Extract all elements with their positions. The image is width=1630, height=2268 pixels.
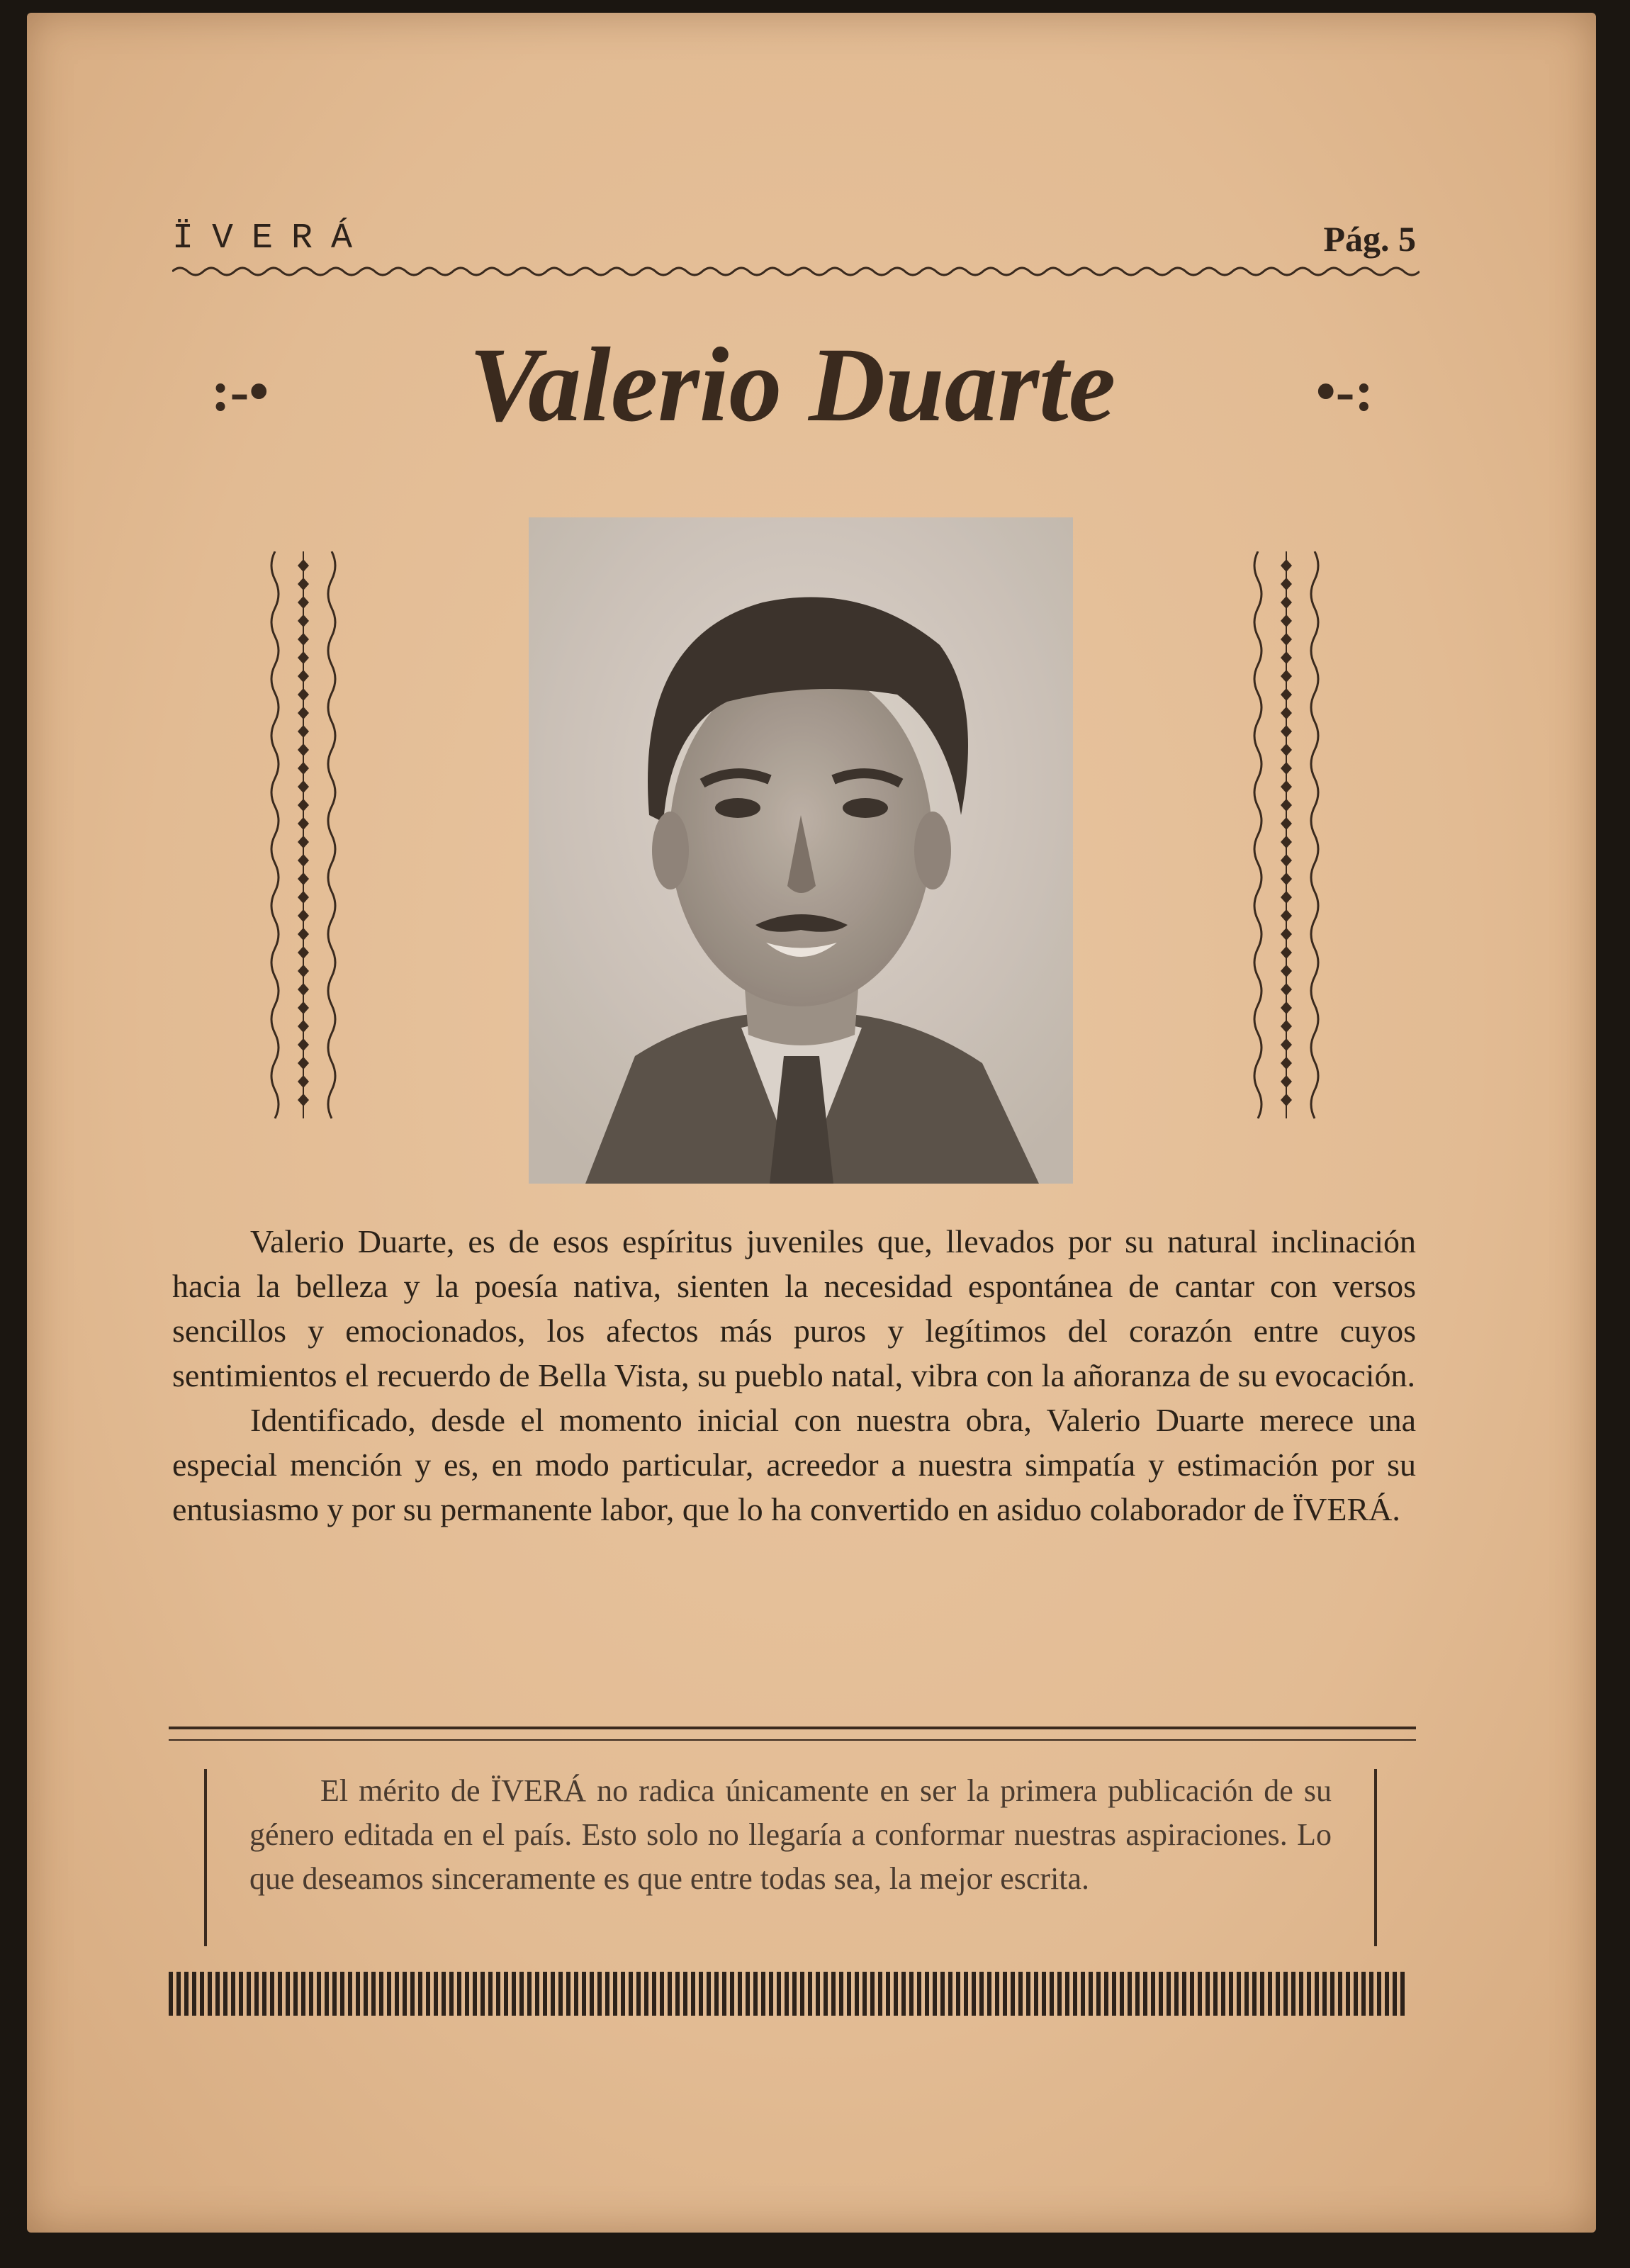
bar-stroke — [1361, 1972, 1366, 2016]
bar-stroke — [660, 1972, 664, 2016]
bar-stroke — [878, 1972, 882, 2016]
bar-stroke — [972, 1972, 976, 2016]
bar-stroke — [1073, 1972, 1077, 2016]
bar-stroke — [644, 1972, 648, 2016]
bar-stroke — [1112, 1972, 1116, 2016]
bar-stroke — [558, 1972, 563, 2016]
bar-stroke — [465, 1972, 469, 2016]
bar-stroke — [808, 1972, 812, 2016]
bar-stroke — [1190, 1972, 1194, 2016]
bar-stroke — [722, 1972, 726, 2016]
bar-stroke — [1268, 1972, 1272, 2016]
bar-stroke — [262, 1972, 266, 2016]
bar-stroke — [1096, 1972, 1101, 2016]
bar-stroke — [714, 1972, 719, 2016]
bar-stroke — [605, 1972, 609, 2016]
bar-stroke — [1315, 1972, 1319, 2016]
bar-stroke — [886, 1972, 890, 2016]
bar-stroke — [933, 1972, 937, 2016]
portrait-photo — [529, 517, 1073, 1184]
bar-stroke — [270, 1972, 274, 2016]
bar-stroke — [1003, 1972, 1007, 2016]
bar-stroke — [995, 1972, 999, 2016]
bar-stroke — [792, 1972, 797, 2016]
bar-stroke — [1307, 1972, 1311, 2016]
bar-stroke — [652, 1972, 656, 2016]
bar-stroke — [1205, 1972, 1210, 2016]
bar-stroke — [699, 1972, 703, 2016]
bar-stroke — [675, 1972, 680, 2016]
bar-stroke — [738, 1972, 742, 2016]
bar-stroke — [1244, 1972, 1249, 2016]
bar-stroke — [1276, 1972, 1280, 2016]
bar-stroke — [1237, 1972, 1241, 2016]
bar-stroke — [1338, 1972, 1342, 2016]
article-title: Valerio Duarte — [468, 326, 1116, 444]
bar-stroke — [636, 1972, 641, 2016]
bar-stroke — [309, 1972, 313, 2016]
bar-stroke — [1385, 1972, 1389, 2016]
bar-stroke — [1369, 1972, 1373, 2016]
bar-stroke — [223, 1972, 227, 2016]
bar-stroke — [340, 1972, 344, 2016]
bar-stroke — [785, 1972, 789, 2016]
bar-stroke — [247, 1972, 251, 2016]
bar-stroke — [597, 1972, 602, 2016]
bar-stroke — [1252, 1972, 1257, 2016]
bar-stroke — [457, 1972, 461, 2016]
bar-stroke — [1260, 1972, 1264, 2016]
bar-stroke — [839, 1972, 843, 2016]
body-paragraph: Identificado, desde el momento inicial con nuestra obra, Valerio Duarte merece una especial mención y es, en modo particular, acreedor a nuestra simpatía y estimación por su entusiasmo y por su permanente labor, que lo ha convertido en asiduo colaborador de ÏVERÁ. — [172, 1402, 1416, 1527]
bar-stroke — [987, 1972, 991, 2016]
bar-stroke — [691, 1972, 695, 2016]
notice-text: El mérito de ÏVERÁ no radica únicamente en ser la primera publicación de su género editada en el país. Esto solo no llegaría a conformar nuestras aspiraciones. Lo que deseamos sinceramente es que entre todas sea, la mejor escrita. — [249, 1773, 1332, 1896]
bar-stroke — [917, 1972, 921, 2016]
bar-stroke — [418, 1972, 422, 2016]
bar-stroke — [1151, 1972, 1155, 2016]
bar-stroke — [278, 1972, 282, 2016]
bar-stroke — [512, 1972, 516, 2016]
divider-rule-thin — [169, 1739, 1416, 1741]
bar-stroke — [395, 1972, 399, 2016]
bar-stroke — [668, 1972, 672, 2016]
bar-stroke — [1159, 1972, 1163, 2016]
divider-rule — [169, 1727, 1416, 1729]
bar-stroke — [683, 1972, 687, 2016]
bar-stroke — [332, 1972, 337, 2016]
bar-stroke — [434, 1972, 438, 2016]
bar-stroke — [1221, 1972, 1225, 2016]
bar-stroke — [1198, 1972, 1202, 2016]
bar-stroke — [629, 1972, 633, 2016]
bar-stroke — [1081, 1972, 1085, 2016]
bar-stroke — [473, 1972, 477, 2016]
bar-stroke — [1400, 1972, 1405, 2016]
bar-stroke — [535, 1972, 539, 2016]
bar-stroke — [356, 1972, 360, 2016]
bar-stroke — [909, 1972, 914, 2016]
bar-stroke — [862, 1972, 867, 2016]
bar-stroke — [1050, 1972, 1054, 2016]
bar-stroke — [519, 1972, 524, 2016]
bar-stroke — [286, 1972, 290, 2016]
bar-stroke — [769, 1972, 773, 2016]
decorative-bar-rule — [169, 1969, 1416, 2019]
bar-stroke — [1291, 1972, 1295, 2016]
bar-stroke — [1174, 1972, 1179, 2016]
body-paragraph: Valerio Duarte, es de esos espíritus juveniles que, llevados por su natural inclinación hacia la belleza y la poesía nativa, sienten la necesidad espontánea de cantar con versos sencillos y emocionados, los afectos más puros y legítimos del corazón entre cuyos sentimientos el recuerdo de Bella Vista, su pueblo natal, vibra con la añoranza de su evocación. — [172, 1223, 1416, 1393]
bar-stroke — [403, 1972, 407, 2016]
bar-stroke — [231, 1972, 235, 2016]
bar-stroke — [1042, 1972, 1046, 2016]
bar-stroke — [964, 1972, 968, 2016]
bar-stroke — [979, 1972, 984, 2016]
bar-stroke — [777, 1972, 781, 2016]
bar-stroke — [1330, 1972, 1334, 2016]
bar-stroke — [293, 1972, 298, 2016]
bar-stroke — [208, 1972, 212, 2016]
bar-stroke — [442, 1972, 446, 2016]
bar-stroke — [371, 1972, 376, 2016]
bar-stroke — [1182, 1972, 1186, 2016]
bar-stroke — [590, 1972, 594, 2016]
bar-stroke — [901, 1972, 906, 2016]
bar-stroke — [707, 1972, 711, 2016]
bar-stroke — [551, 1972, 555, 2016]
bar-stroke — [621, 1972, 625, 2016]
bar-stroke — [1283, 1972, 1288, 2016]
bar-stroke — [1299, 1972, 1303, 2016]
bar-stroke — [1346, 1972, 1350, 2016]
bar-stroke — [426, 1972, 430, 2016]
bar-stroke — [940, 1972, 945, 2016]
bar-stroke — [847, 1972, 851, 2016]
bar-stroke — [1322, 1972, 1327, 2016]
bar-stroke — [1057, 1972, 1062, 2016]
bar-stroke — [1213, 1972, 1218, 2016]
bar-stroke — [1089, 1972, 1093, 2016]
bar-stroke — [613, 1972, 617, 2016]
title-ornament-right: •-: — [1315, 361, 1373, 423]
right-vertical-ornament — [1247, 551, 1325, 1125]
bar-stroke — [527, 1972, 532, 2016]
bar-stroke — [192, 1972, 196, 2016]
bar-stroke — [1034, 1972, 1038, 2016]
bar-stroke — [1065, 1972, 1069, 2016]
bar-stroke — [1229, 1972, 1233, 2016]
magazine-name: ÏVERÁ — [172, 218, 371, 259]
bar-stroke — [870, 1972, 875, 2016]
bar-stroke — [1143, 1972, 1147, 2016]
bar-stroke — [566, 1972, 570, 2016]
bar-stroke — [301, 1972, 305, 2016]
bar-stroke — [1026, 1972, 1030, 2016]
article-body — [172, 1219, 1416, 1532]
bar-stroke — [496, 1972, 500, 2016]
bar-stroke — [488, 1972, 493, 2016]
title-row — [197, 325, 1388, 445]
bar-stroke — [925, 1972, 929, 2016]
notice-box — [204, 1769, 1377, 1946]
bar-stroke — [215, 1972, 220, 2016]
bar-stroke — [364, 1972, 368, 2016]
bar-stroke — [816, 1972, 820, 2016]
page-number: Pág. 5 — [1323, 219, 1416, 259]
bar-stroke — [410, 1972, 415, 2016]
bar-stroke — [824, 1972, 828, 2016]
bar-stroke — [1104, 1972, 1108, 2016]
bar-stroke — [831, 1972, 836, 2016]
bar-stroke — [1018, 1972, 1023, 2016]
bar-stroke — [574, 1972, 578, 2016]
bar-stroke — [855, 1972, 859, 2016]
bar-stroke — [753, 1972, 758, 2016]
bar-stroke — [176, 1972, 181, 2016]
left-vertical-ornament — [264, 551, 342, 1125]
bar-stroke — [1167, 1972, 1171, 2016]
header-wavy-rule — [172, 264, 1420, 279]
bar-stroke — [582, 1972, 586, 2016]
bar-stroke — [317, 1972, 321, 2016]
bar-stroke — [449, 1972, 454, 2016]
bar-stroke — [504, 1972, 508, 2016]
bar-stroke — [200, 1972, 204, 2016]
bar-stroke — [1135, 1972, 1140, 2016]
bar-stroke — [800, 1972, 804, 2016]
bar-stroke — [543, 1972, 547, 2016]
bar-stroke — [746, 1972, 750, 2016]
bar-stroke — [184, 1972, 189, 2016]
bar-stroke — [1128, 1972, 1132, 2016]
bar-stroke — [1393, 1972, 1397, 2016]
page-header — [172, 218, 1416, 261]
bar-stroke — [480, 1972, 485, 2016]
magazine-page — [27, 13, 1596, 2233]
bar-stroke — [761, 1972, 765, 2016]
bar-stroke — [169, 1972, 173, 2016]
bar-stroke — [387, 1972, 391, 2016]
bar-stroke — [348, 1972, 352, 2016]
bar-stroke — [1120, 1972, 1124, 2016]
bar-stroke — [239, 1972, 243, 2016]
title-ornament-left: :-• — [211, 361, 269, 423]
bar-stroke — [948, 1972, 952, 2016]
bar-stroke — [254, 1972, 259, 2016]
bar-stroke — [1354, 1972, 1358, 2016]
bar-stroke — [1011, 1972, 1015, 2016]
bar-stroke — [379, 1972, 383, 2016]
bar-stroke — [730, 1972, 734, 2016]
bar-stroke — [325, 1972, 329, 2016]
bar-stroke — [1377, 1972, 1381, 2016]
bar-stroke — [894, 1972, 898, 2016]
bar-stroke — [956, 1972, 960, 2016]
